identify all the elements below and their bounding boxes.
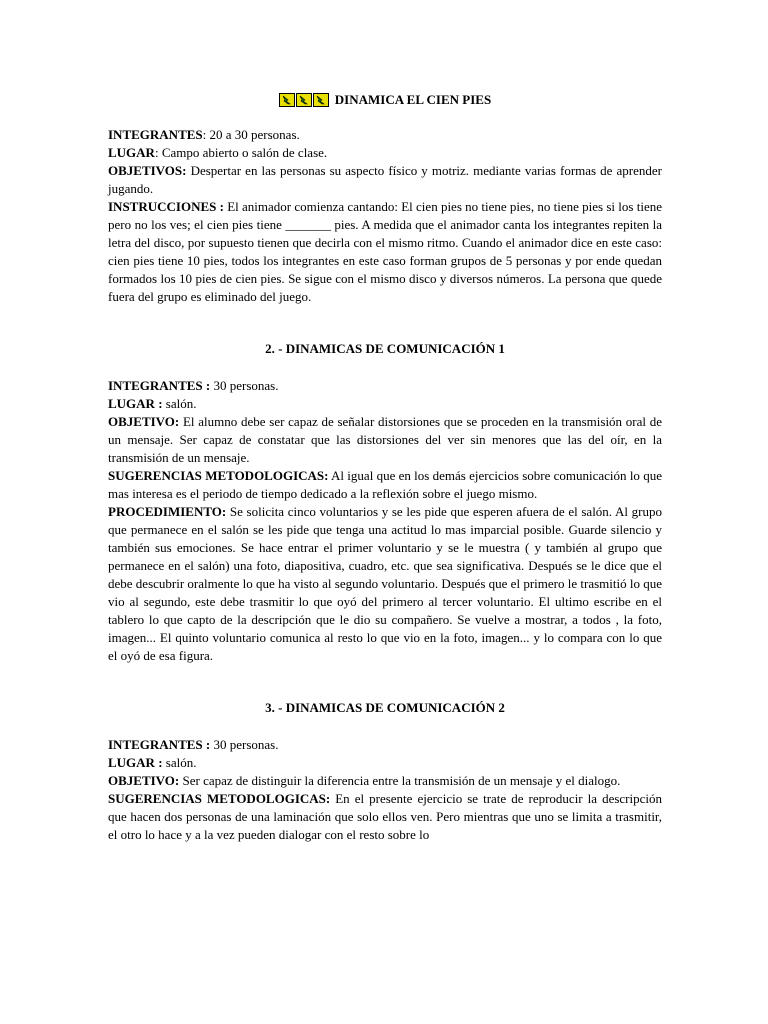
- spacer: [108, 306, 662, 340]
- section2-sugerencias: SUGERENCIAS METODOLOGICAS: Al igual que en los demás ejercicios sobre comunicación lo que mas interesa es el periodo de tiempo dedicado a la reflexión sobre el juego mismo.: [108, 468, 662, 501]
- section3-title: 3. - DINAMICAS DE COMUNICACIÓN 2: [265, 700, 505, 715]
- section2-title: 2. - DINAMICAS DE COMUNICACIÓN 1: [265, 341, 505, 356]
- section2-lugar: LUGAR : salón.: [108, 396, 197, 411]
- hand-pointing-icon: [313, 93, 329, 107]
- section2-objetivo: OBJETIVO: El alumno debe ser capaz de señalar distorsiones que se proceden en la transmisión oral de un mensaje. Ser capaz de constatar que las distorsiones del ver sin menores que las del oír, en la transmisión de un mensaje.: [108, 414, 662, 465]
- section3-lugar: LUGAR : salón.: [108, 755, 197, 770]
- section3-integrantes: INTEGRANTES : 30 personas.: [108, 737, 279, 752]
- section1-integrantes: INTEGRANTES: 20 a 30 personas.: [108, 127, 300, 142]
- section3-sugerencias: SUGERENCIAS METODOLOGICAS: En el presente ejercicio se trate de reproducir la descripción que hacen dos personas de una laminación que solo ellos ven. Pero mientras que uno se limita a trasmitir, el otro lo hace y a la vez pueden dialogar con el resto sobre lo: [108, 791, 662, 842]
- section1-objetivos: OBJETIVOS: Despertar en las personas su aspecto físico y motriz. mediante varias formas de aprender jugando.: [108, 163, 662, 196]
- section1-instrucciones: INSTRUCCIONES : El animador comienza cantando: El cien pies no tiene pies, no tiene pies si los tiene pero no los ves; el cien pies tiene _______ pies. A medida que el animador canta los integrantes repiten la letra del disco, por supuesto tienen que decirla con el mismo ritmo. Cuando el animador dice en este caso: cien pies tiene 10 pies, todos los integrantes en este caso forman grupos de 5 personas y por ende quedan formados los 10 pies de cien pies. Se sigue con el mismo disco y diversos números. La persona que quede fuera del grupo es eliminado del juego.: [108, 199, 662, 304]
- section3-objetivo: OBJETIVO: Ser capaz de distinguir la diferencia entre la transmisión de un mensaje y el dialogo.: [108, 773, 621, 788]
- hand-pointing-icon: [296, 93, 312, 107]
- spacer: [108, 665, 662, 699]
- section2-integrantes: INTEGRANTES : 30 personas.: [108, 378, 279, 393]
- section1-title-text: DINAMICA EL CIEN PIES: [334, 92, 492, 107]
- section1-lugar: LUGAR: Campo abierto o salón de clase.: [108, 145, 328, 160]
- section1-title: [108, 91, 662, 108]
- icon-group: [279, 93, 330, 107]
- hand-pointing-icon: [279, 93, 295, 107]
- section2-procedimiento: PROCEDIMIENTO: Se solicita cinco voluntarios y se les pide que esperen afuera de el salón. Al grupo que permanece en el salón se les pide que tenga una actitud lo mas imparcial posible. Guarde silencio y también sus emociones. Se hace entrar el primer voluntario y se le muestra ( y también al grupo que permanece en el salón) una foto, diapositiva, cuadro, etc. que sea significativa. Después se le dice que el debe descubrir oralmente lo que ha visto al segundo voluntario. Después que el primero le trasmitió lo que vio al segundo, este debe trasmitir lo que oyó del primero al tercer voluntario. El ultimo escribe en el tablero lo que capto de la descripción que le dio su compañero. Se vuelve a mostrar, a todos , la foto, imagen... El quinto voluntario comunica al resto lo que vio en la foto, imagen... y lo compara con lo que el oyó de esa figura.: [108, 504, 662, 663]
